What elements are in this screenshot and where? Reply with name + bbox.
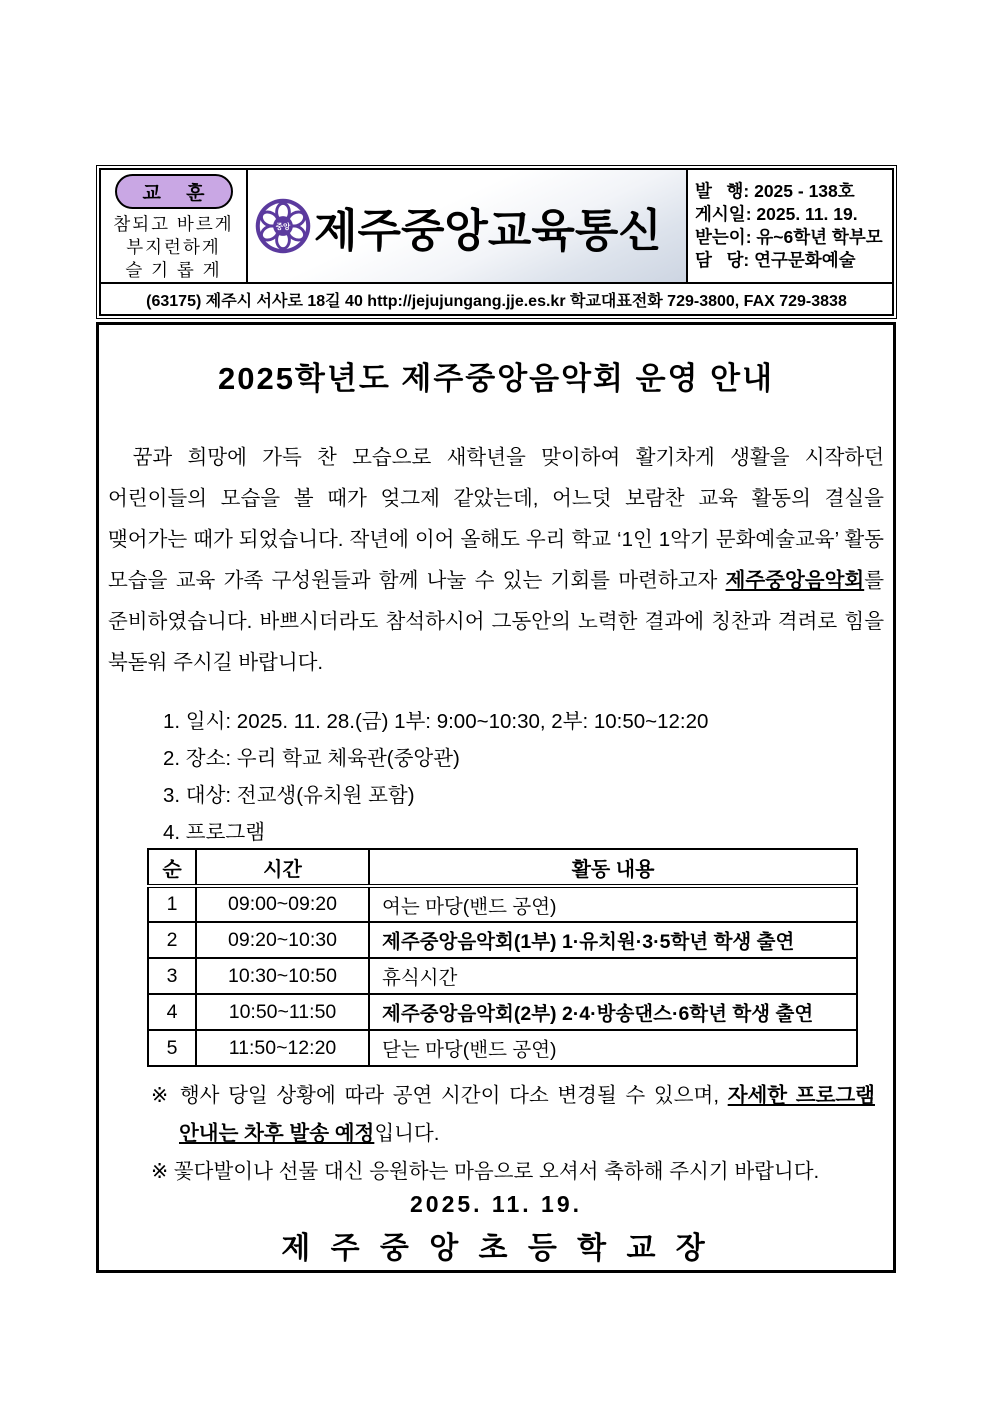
row1-time: 09:00~09:20 — [196, 886, 369, 922]
row4-no: 4 — [148, 994, 196, 1030]
header-time: 시간 — [196, 849, 369, 886]
footnote-schedule — [151, 1077, 875, 1153]
footnote-flowers-text: 꽃다발이나 선물 대신 응원하는 마음으로 오셔서 축하해 주시기 바랍니다. — [168, 1160, 820, 1183]
list-item-audience: 3. 대상: 전교생(유치원 포함) — [163, 784, 415, 807]
row2-time: 09:20~10:30 — [196, 922, 369, 958]
intro-paragraph-post: 를 준비하였습니다. 바쁘시더라도 참석하시어 그동안의 노력한 결과에 칭찬과 격려로 힘을 북돋워 주시길 바랍니다. — [108, 569, 884, 674]
row4-time: 10:50~11:50 — [196, 994, 369, 1030]
row3-time: 10:30~10:50 — [196, 958, 369, 994]
row2-no: 2 — [148, 922, 196, 958]
principal-signature: 제 주 중 앙 초 등 학 교 장 — [281, 1232, 711, 1265]
table-row — [148, 922, 857, 958]
issue-recipient: 받는이: 유~6학년 학부모 — [695, 227, 883, 247]
motto-cell — [100, 169, 247, 283]
motto-line-3: 슬 기 롭 게 — [125, 260, 222, 280]
newsletter-title: 제주중앙교육통신 — [314, 204, 662, 256]
issue-date: 게시일: 2025. 11. 19. — [695, 204, 858, 224]
header-no: 순 — [148, 849, 196, 886]
intro-paragraph-pre: 꿈과 희망에 가득 찬 모습으로 새학년을 맞이하여 활기차게 생활을 시작하던 어린이들의 모습을 볼 때가 엊그제 같았는데, 어느덧 보람찬 교육 활동의 결실을 맺어가는 때가 되었습니다. 작년에 이어 올해도 우리 학교 ‘1인 1악기 문화예술교육’ 활동 모습을 교육 가족 구성원들과 함께 나눌 수 있는 기회를 마련하고자 — [108, 446, 884, 592]
list-item-place: 2. 장소: 우리 학교 체육관(중앙관) — [163, 747, 460, 770]
issue-info-cell — [687, 169, 893, 283]
school-logo-icon — [254, 197, 312, 255]
table-row — [148, 1030, 857, 1066]
list-item-program: 4. 프로그램 — [163, 821, 266, 844]
document-date: 2025. 11. 19. — [409, 1191, 582, 1217]
footnote-schedule-emphasis: 자세한 프로그램 안내는 차후 발송 예정 — [179, 1084, 875, 1145]
list-item-datetime: 1. 일시: 2025. 11. 28.(금) 1부: 9:00~10:30, 2부: 10:50~12:20 — [163, 710, 709, 733]
row1-no: 1 — [148, 886, 196, 922]
school-address: (63175) 제주시 서사로 18길 40 http://jejujungang.jje.es.kr 학교대표전화 729-3800, FAX 729-3838 — [146, 292, 847, 310]
row5-no: 5 — [148, 1030, 196, 1066]
row2-activity: 제주중앙음악회(1부) 1·유치원·3·5학년 학생 출연 — [369, 922, 857, 958]
logo-text: 중앙 — [275, 221, 291, 231]
footnotes — [151, 1077, 875, 1191]
reference-mark: ※ — [151, 1160, 169, 1183]
motto-line-2: 부지런하게 — [126, 237, 221, 257]
reference-mark: ※ — [151, 1084, 172, 1107]
event-detail-list — [163, 703, 708, 851]
issue-number: 발 행: 2025 - 138호 — [695, 181, 855, 201]
program-table — [147, 848, 858, 1067]
masthead — [96, 165, 897, 319]
table-row — [148, 958, 857, 994]
notice-body — [96, 322, 896, 1273]
issue-department: 담 당: 연구문화예술 — [695, 250, 856, 270]
footnote-schedule-post: 입니다. — [374, 1122, 440, 1145]
footnote-schedule-pre: 행사 당일 상황에 따라 공연 시간이 다소 변경될 수 있으며, — [171, 1084, 728, 1107]
row4-activity: 제주중앙음악회(2부) 2·4·방송댄스·6학년 학생 출연 — [369, 994, 857, 1030]
motto-badge: 교 훈 — [115, 174, 233, 209]
newsletter-title-cell — [247, 169, 687, 283]
table-header-row — [148, 849, 857, 886]
row5-activity: 닫는 마당(밴드 공연) — [369, 1030, 857, 1066]
address-cell — [100, 283, 893, 315]
intro-paragraph — [108, 437, 884, 683]
row5-time: 11:50~12:20 — [196, 1030, 369, 1066]
document-title: 2025학년도 제주중앙음악회 운영 안내 — [217, 361, 775, 396]
row1-activity: 여는 마당(밴드 공연) — [369, 886, 857, 922]
intro-paragraph-emphasis: 제주중앙음악회 — [725, 569, 865, 592]
row3-no: 3 — [148, 958, 196, 994]
masthead-table — [99, 168, 894, 316]
footnote-flowers — [151, 1153, 875, 1191]
motto-line-1: 참되고 바르게 — [113, 214, 234, 234]
row3-activity: 휴식시간 — [369, 958, 857, 994]
header-activity: 활동 내용 — [369, 849, 857, 886]
table-row — [148, 994, 857, 1030]
table-row — [148, 886, 857, 922]
